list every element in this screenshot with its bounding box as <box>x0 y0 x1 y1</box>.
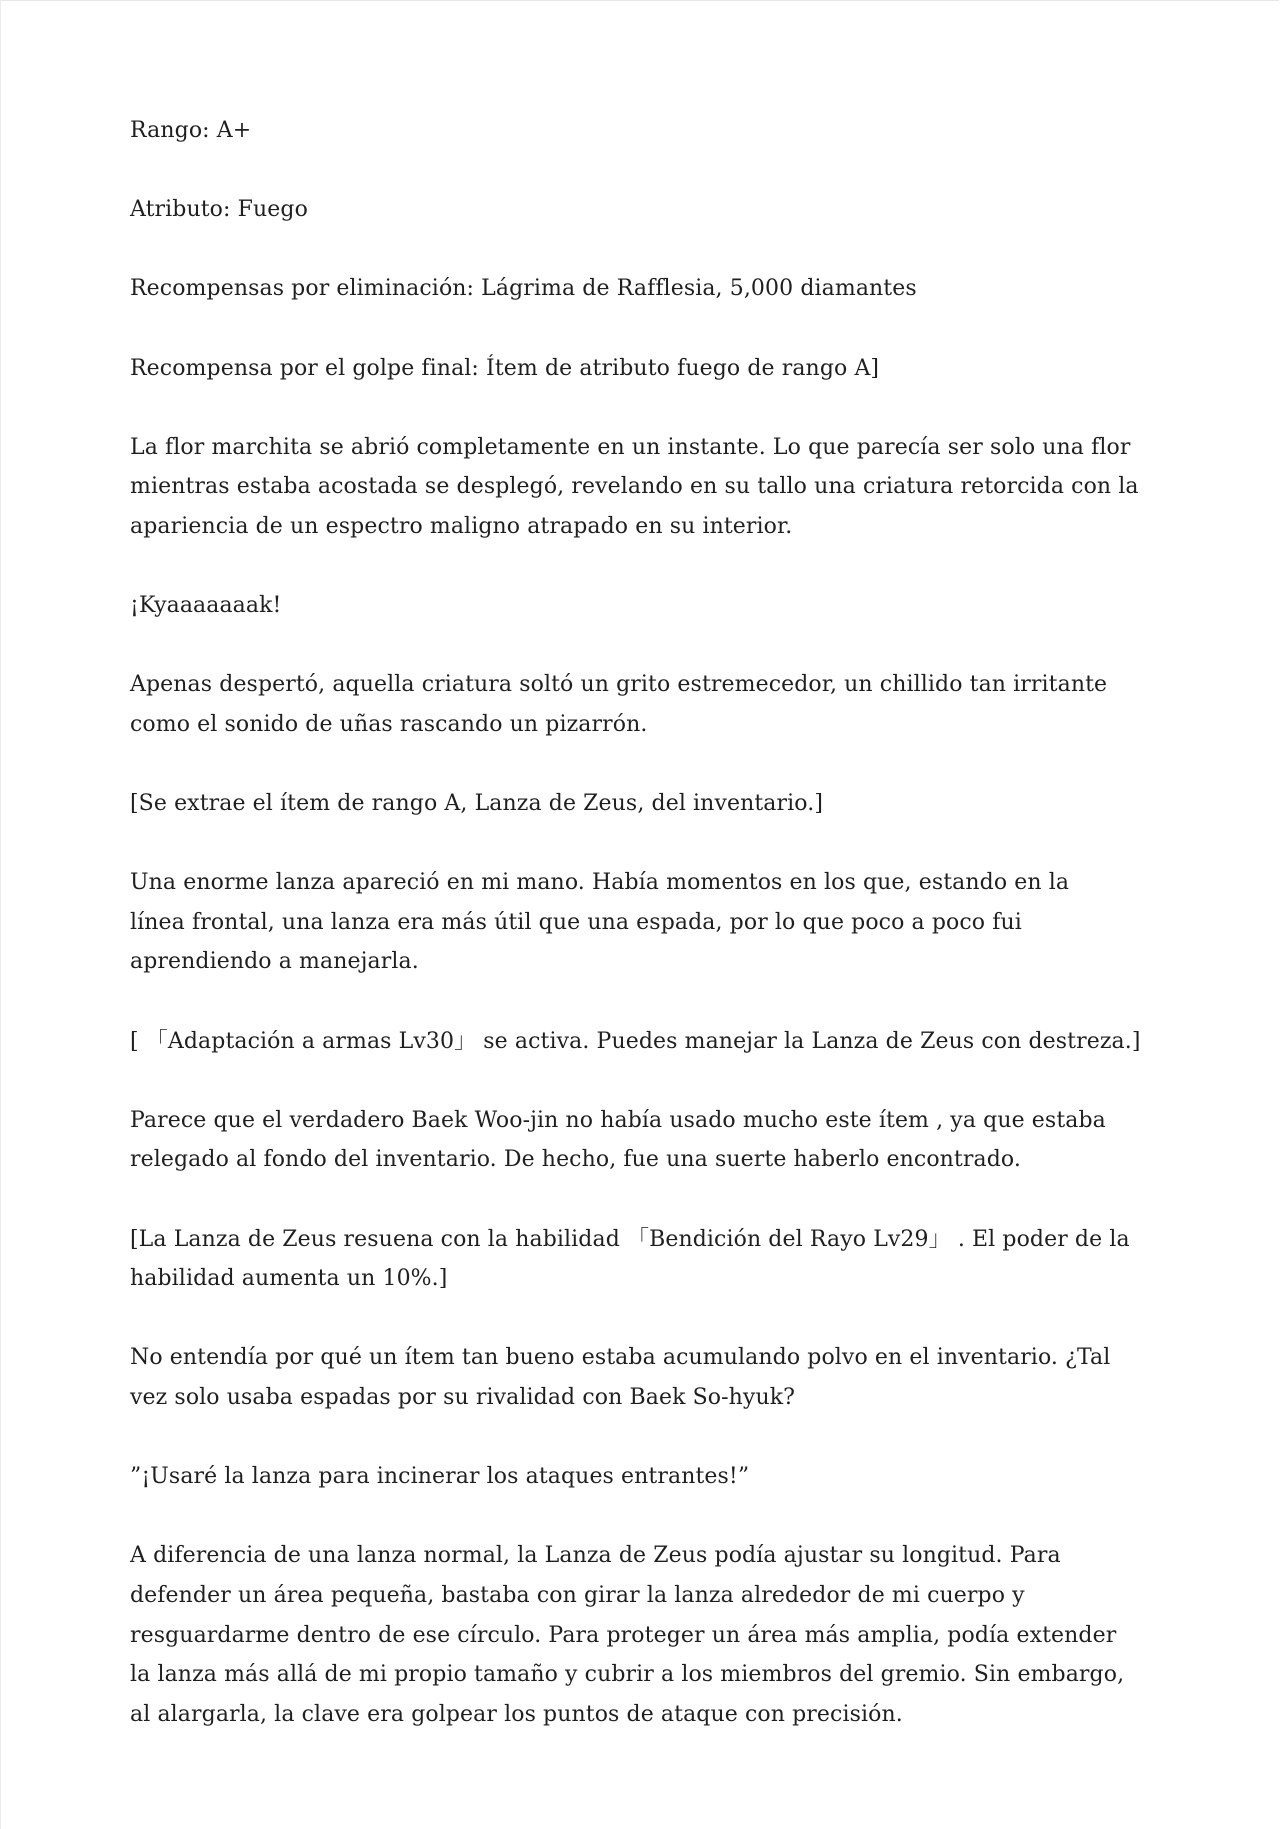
text-line: línea frontal, una lanza era más útil que una espada, por lo que poco a poco fui <box>130 909 1022 935</box>
text-line: [Se extrae el ítem de rango A, Lanza de Zeus, del inventario.] <box>130 791 824 817</box>
paragraph-narrative <box>130 1101 1160 1180</box>
paragraph-narrative <box>130 665 1160 744</box>
text-line: A diferencia de una lanza normal, la Lanza de Zeus podía ajustar su longitud. Para <box>130 1543 1061 1569</box>
text-line: Parece que el verdadero Baek Woo-jin no había usado mucho este ítem , ya que estaba <box>130 1107 1106 1133</box>
text-line: Apenas despertó, aquella criatura soltó un grito estremecedor, un chillido tan irritante <box>130 672 1108 698</box>
paragraph-system-message <box>130 1022 1160 1062</box>
text-line: Una enorme lanza apareció en mi mano. Había momentos en los que, estando en la <box>130 870 1070 896</box>
text-line: al alargarla, la clave era golpear los puntos de ataque con precisión. <box>130 1701 903 1727</box>
paragraph-system-message <box>130 784 1160 824</box>
text-line: mientras estaba acostada se desplegó, revelando en su tallo una criatura retorcida con la <box>130 474 1139 500</box>
text-line: Recompensas por eliminación: Lágrima de Rafflesia, 5,000 diamantes <box>130 276 917 302</box>
text-line: Rango: A+ <box>130 118 252 143</box>
text-line: No entendía por qué un ítem tan bueno estaba acumulando polvo en el inventario. ¿Tal <box>130 1345 1111 1371</box>
text-line: [La Lanza de Zeus resuena con la habilidad 「Bendición del Rayo Lv29」 . El poder de la <box>130 1226 1130 1252</box>
paragraph-scream <box>130 586 1160 626</box>
paragraph-attribute <box>130 190 1160 230</box>
document-body <box>130 111 1160 1774</box>
text-line: como el sonido de uñas rascando un pizarrón. <box>130 711 648 737</box>
paragraph-narrative <box>130 1338 1160 1417</box>
paragraph-final-blow-reward <box>130 349 1160 389</box>
text-line: [ 「Adaptación a armas Lv30」 se activa. Puedes manejar la Lanza de Zeus con destreza.] <box>130 1028 1141 1054</box>
text-line: Atributo: Fuego <box>130 197 308 223</box>
paragraph-narrative <box>130 863 1160 982</box>
paragraph-rank <box>130 111 1160 151</box>
text-line: ”¡Usaré la lanza para incinerar los ataques entrantes!” <box>130 1464 750 1490</box>
paragraph-elimination-rewards <box>130 269 1160 309</box>
text-line: aprendiendo a manejarla. <box>130 949 419 975</box>
text-line: apariencia de un espectro maligno atrapado en su interior. <box>130 513 793 539</box>
text-line: vez solo usaba espadas por su rivalidad con Baek So-hyuk? <box>130 1385 796 1410</box>
text-line: ¡Kyaaaaaaak! <box>130 593 282 619</box>
paragraph-narrative <box>130 428 1160 547</box>
text-line: La flor marchita se abrió completamente en un instante. Lo que parecía ser solo una flor <box>130 434 1131 460</box>
text-line: habilidad aumenta un 10%.] <box>130 1266 448 1292</box>
text-line: la lanza más allá de mi propio tamaño y cubrir a los miembros del gremio. Sin embargo, <box>130 1662 1125 1688</box>
paragraph-system-message <box>130 1220 1160 1299</box>
paragraph-narrative <box>130 1536 1160 1734</box>
text-line: Recompensa por el golpe final: Ítem de atributo fuego de rango A] <box>130 355 880 381</box>
text-line: resguardarme dentro de ese círculo. Para proteger un área más amplia, podía extender <box>130 1622 1117 1648</box>
text-line: defender un área pequeña, bastaba con girar la lanza alrededor de mi cuerpo y <box>130 1582 1025 1608</box>
paragraph-dialogue <box>130 1457 1160 1497</box>
text-line: relegado al fondo del inventario. De hecho, fue una suerte haberlo encontrado. <box>130 1147 1021 1173</box>
